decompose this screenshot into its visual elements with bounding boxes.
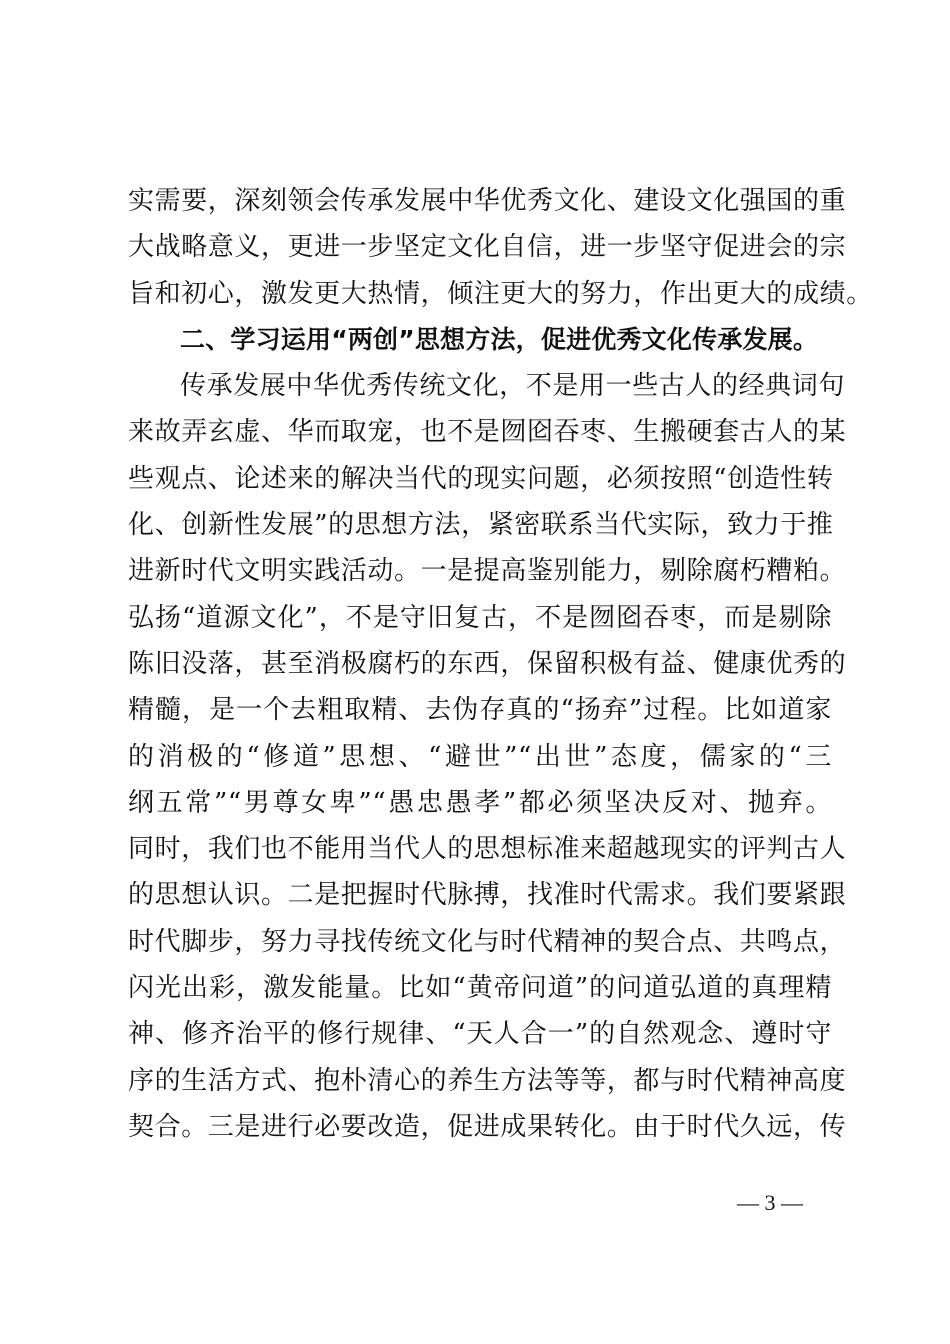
- text-line: 精髓，是一个去粗取精、去伪存真的“扬弃”过程。比如道家: [128, 695, 832, 726]
- text-line: 实需要，深刻领会传承发展中华优秀文化、建设文化强国的重: [128, 186, 847, 216]
- text-line: 神、修齐治平的修行规律、“天人合一”的自然观念、遵时守: [128, 1019, 832, 1050]
- text-line: 闪光出彩，激发能量。比如“黄帝问道”的问道弘道的真理精: [128, 973, 832, 1004]
- text-line: 陈旧没落，甚至消极腐朽的东西，保留积极有益、健康优秀的: [128, 648, 847, 679]
- page-number: — 3 —: [737, 1190, 803, 1215]
- text-line: 弘扬“道源文化”，不是守旧复古，不是囫囵吞枣，而是剔除: [128, 602, 832, 633]
- text-line: 些观点、论述来的解决当代的现实问题，必须按照“创造性转: [128, 463, 834, 494]
- text-line: 的思想认识。二是把握时代脉搏，找准时代需求。我们要紧跟: [128, 880, 847, 911]
- text-line: 来故弄玄虚、华而取宠，也不是囫囵吞枣、生搬硬套古人的某: [128, 417, 847, 448]
- text-line: 旨和初心，激发更大热情，倾注更大的努力，作出更大的成绩。: [128, 278, 873, 309]
- section-heading: 二、学习运用“两创”思想方法，促进优秀文化传承发展。: [180, 324, 819, 354]
- text-line: 传承发展中华优秀传统文化，不是用一些古人的经典词句: [180, 371, 846, 402]
- text-line: 同时，我们也不能用当代人的思想标准来超越现实的评判古人: [128, 834, 847, 865]
- text-line: 的消极的“修道”思想、“避世”“出世”态度，儒家的“三: [128, 741, 832, 772]
- text-line: 时代脚步，努力寻找传统文化与时代精神的契合点、共鸣点，: [128, 926, 847, 957]
- text-line: 纲五常”“男尊女卑”“愚忠愚孝”都必须坚决反对、抛弃。: [128, 787, 832, 818]
- text-line: 序的生活方式、抱朴清心的养生方法等等，都与时代精神高度: [128, 1065, 847, 1096]
- text-line: 契合。三是进行必要改造，促进成果转化。由于时代久远，传: [128, 1111, 847, 1142]
- text-line: 化、创新性发展”的思想方法，紧密联系当代实际，致力于推: [128, 510, 834, 541]
- text-line: 大战略意义，更进一步坚定文化自信，进一步坚守促进会的宗: [128, 232, 847, 263]
- document-body: [128, 178, 873, 1150]
- text-line: 进新时代文明实践活动。一是提高鉴别能力，剔除腐朽糟粕。: [128, 556, 847, 587]
